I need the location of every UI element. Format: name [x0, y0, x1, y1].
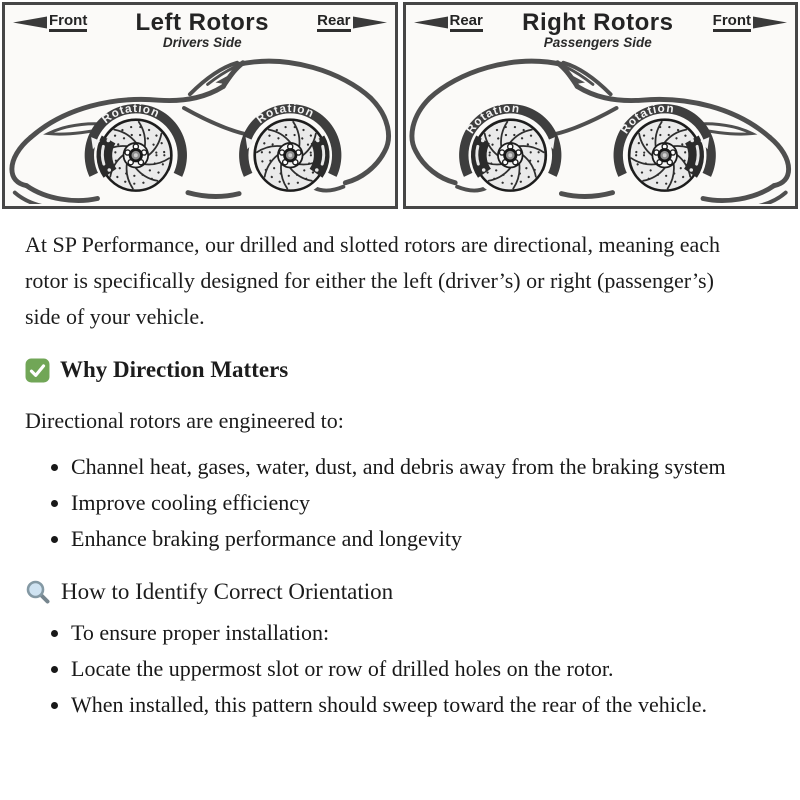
list-item: • To ensure proper installation: — [71, 615, 726, 651]
left-arrow-icon — [414, 15, 448, 30]
panel-subtitle: Drivers Side — [162, 35, 242, 50]
left-arrow-icon — [13, 15, 47, 30]
list-item: • Enhance braking performance and longevity — [71, 521, 726, 557]
left-panel-header — [5, 5, 395, 49]
front-direction — [13, 12, 87, 32]
front-label: Front — [713, 12, 751, 32]
left-panel-titles — [135, 10, 269, 50]
section-heading-why-direction-matters — [25, 357, 775, 383]
rear-direction — [414, 12, 483, 32]
car-side-view-left — [5, 49, 395, 204]
right-car-illustration — [406, 49, 796, 204]
rear-direction — [317, 12, 386, 32]
right-rotors-panel — [403, 2, 799, 209]
magnifying-glass-icon — [25, 579, 51, 605]
rear-label: Rear — [450, 12, 483, 32]
list-item: • Locate the uppermost slot or row of drilled holes on the rotor. — [71, 651, 726, 687]
panel-title: Left Rotors — [135, 9, 269, 36]
panel-subtitle: Passengers Side — [543, 35, 652, 50]
right-arrow-icon — [753, 15, 787, 30]
section-heading-identify-orientation — [25, 579, 775, 605]
check-mark-icon — [25, 358, 50, 383]
article — [0, 211, 800, 723]
front-label: Front — [49, 12, 87, 32]
section-heading-text: Why Direction Matters — [60, 357, 289, 383]
intro-paragraph: At SP Performance, our drilled and slotted rotors are directional, meaning each rotor is specifically designed for either the left (driver’s) or right (passenger’s) side of your vehicle. — [25, 232, 721, 330]
left-rotors-panel — [2, 2, 398, 209]
car-side-view-right — [406, 49, 796, 204]
benefits-list — [25, 449, 775, 557]
left-car-illustration — [5, 49, 395, 204]
right-panel-header — [406, 5, 796, 49]
right-arrow-icon — [353, 15, 387, 30]
panel-title: Right Rotors — [522, 9, 674, 36]
rotation-label: Rotation — [462, 100, 521, 137]
rotation-label: Rotation — [616, 100, 675, 137]
list-item: • When installed, this pattern should sweep toward the rear of the vehicle. — [71, 687, 726, 723]
lead-paragraph: Directional rotors are engineered to: — [25, 408, 344, 434]
rotor-direction-diagram — [0, 0, 800, 211]
front-direction — [713, 12, 787, 32]
section-heading-text: How to Identify Correct Orientation — [61, 579, 394, 605]
orientation-steps-list — [25, 615, 775, 723]
rotation-label: Rotation — [253, 100, 317, 127]
right-panel-titles — [522, 10, 673, 50]
list-item: • Improve cooling efficiency — [71, 485, 726, 521]
rear-label: Rear — [317, 12, 350, 32]
rotation-label: Rotation — [98, 100, 163, 127]
list-item: • Channel heat, gases, water, dust, and debris away from the braking system — [71, 449, 726, 485]
